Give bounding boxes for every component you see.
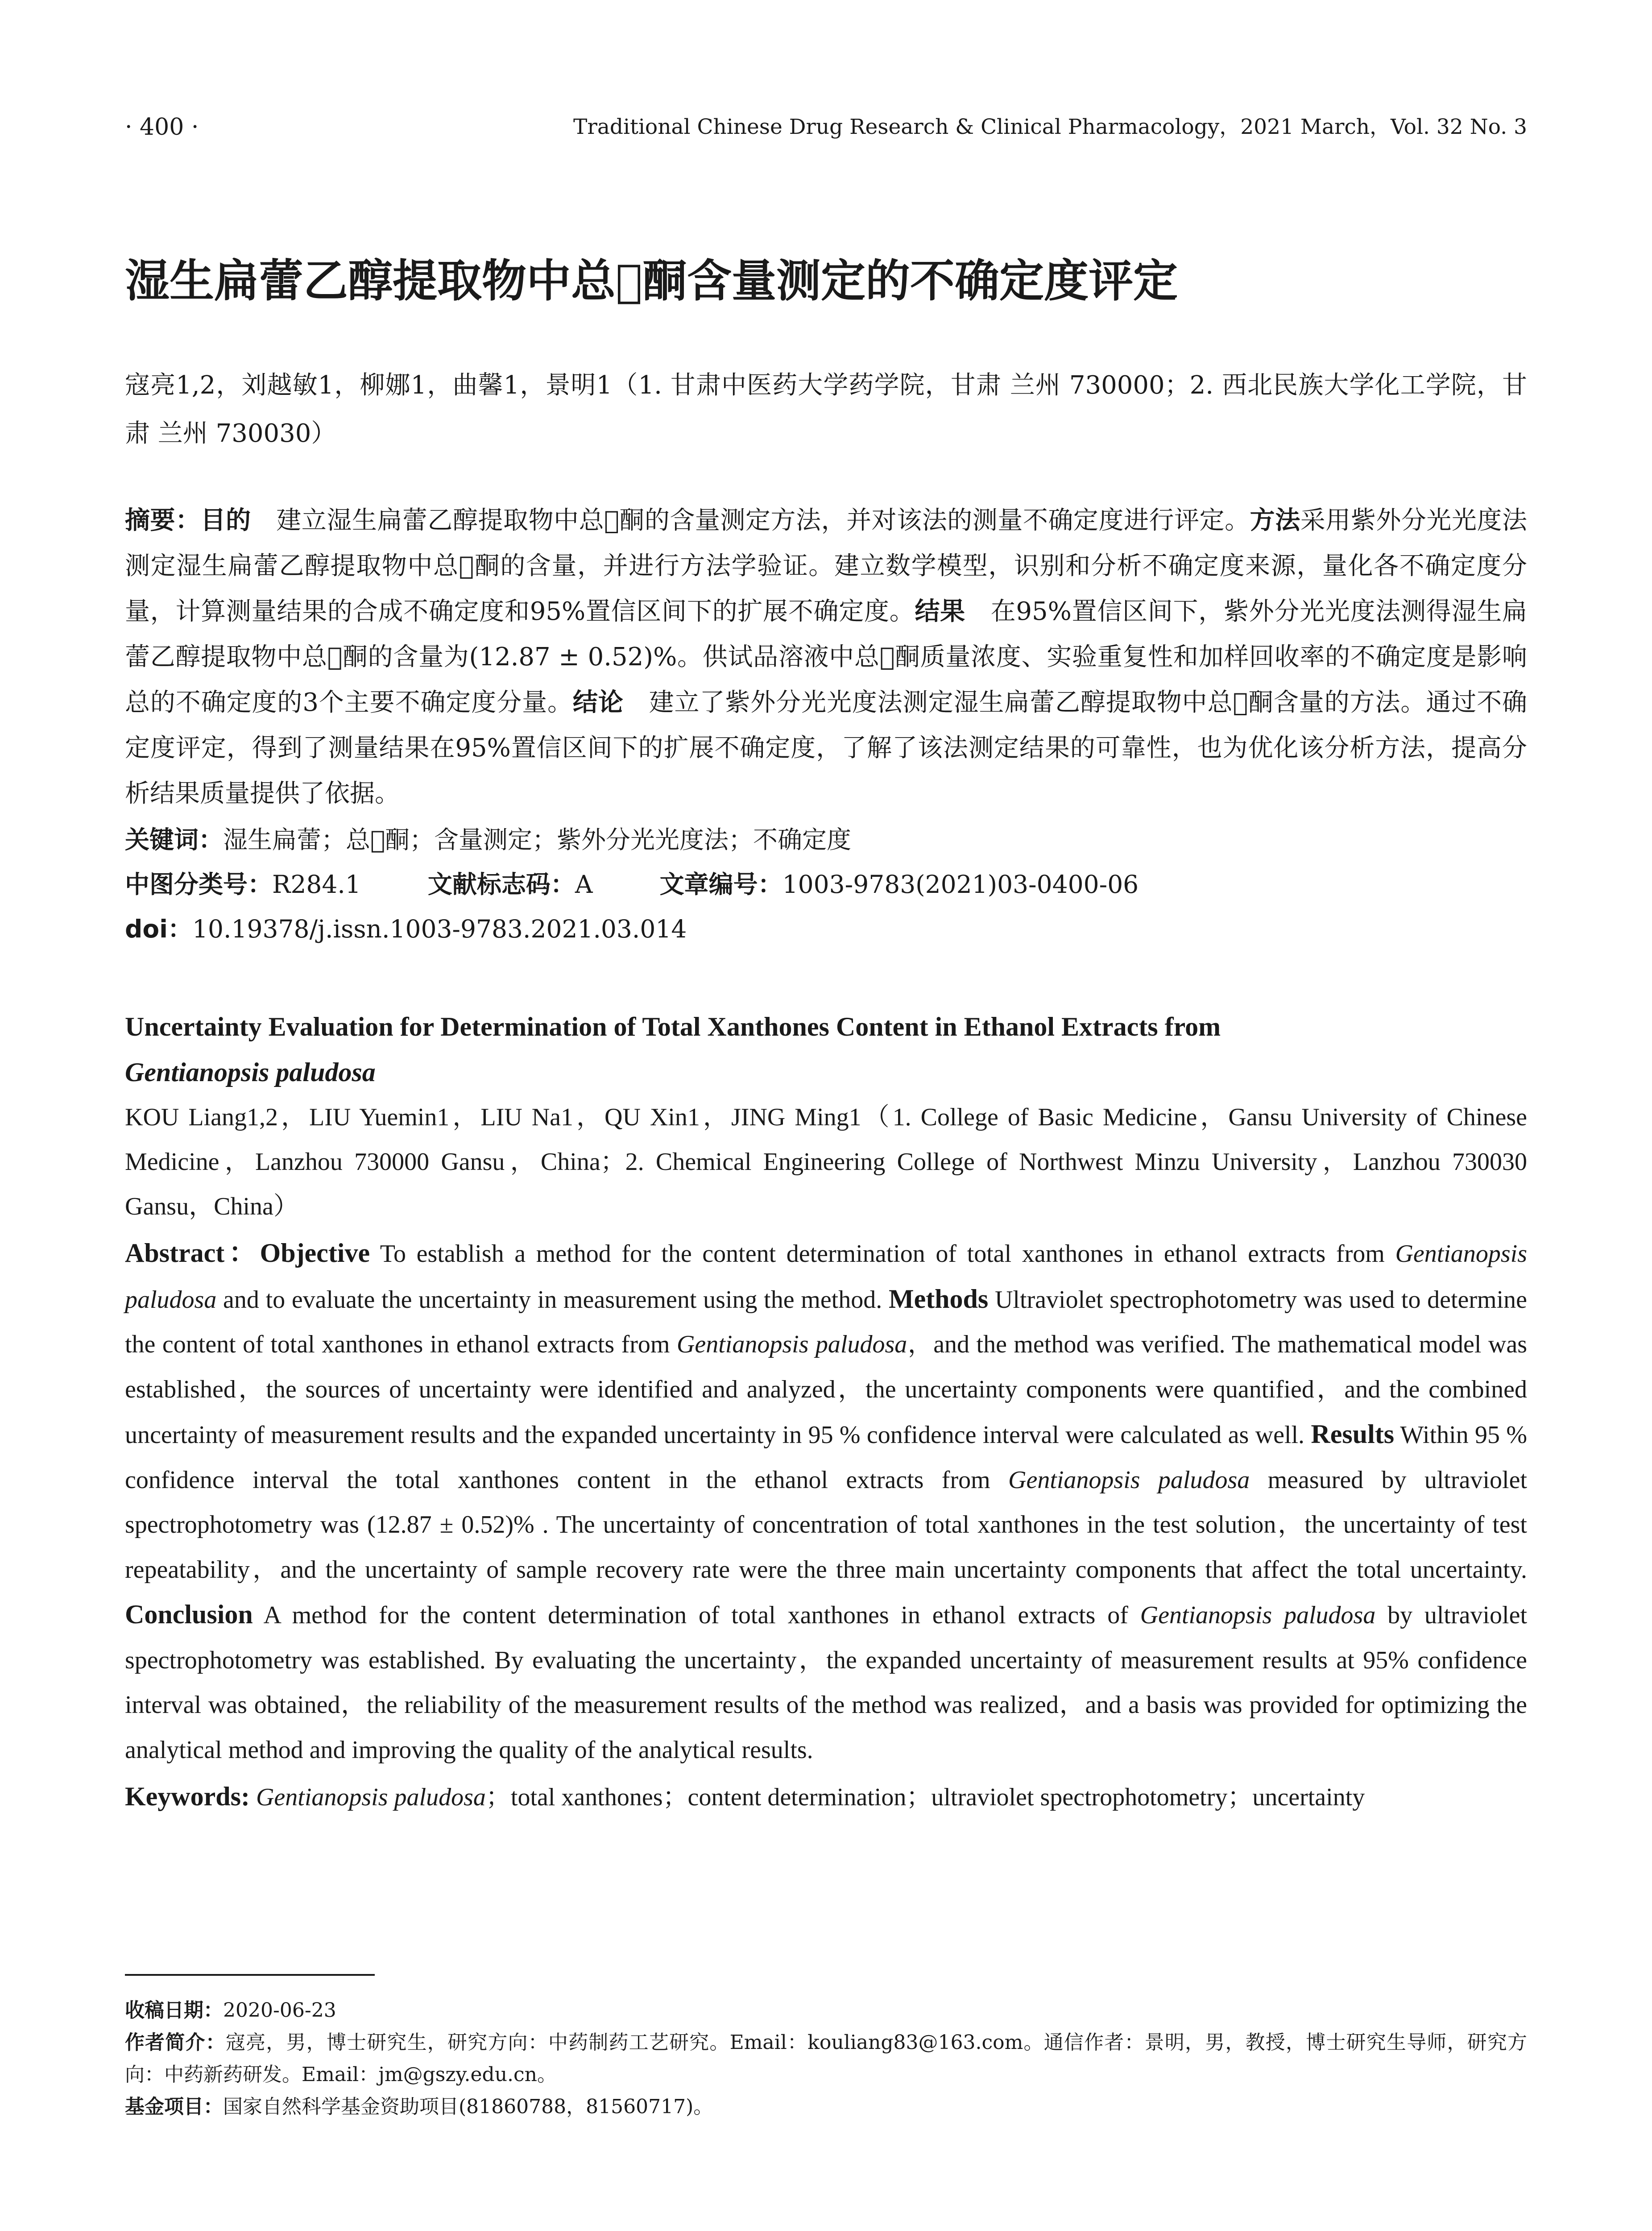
page-number: · 400 · xyxy=(125,114,199,141)
results-label: 结果 xyxy=(915,597,965,626)
english-keywords: Keywords: Gentianopsis paludosa；total xanthones；content determination；ultraviolet spectrophotometry；uncertainty xyxy=(125,1782,1365,1811)
received-date: 收稿日期：2020-06-23 xyxy=(125,1999,336,2022)
species-name: Gentianopsis paludosa xyxy=(125,1240,1527,1314)
english-authors-affiliations: KOU Liang1,2，LIU Yuemin1，LIU Na1，QU Xin1，JING Ming1（1. College of Basic Medicine，Gansu University of Chinese Medicine，Lanzhou 730000 Gansu，China；2. Chemical Engineering College of Northwest Minzu University，Lanzhou 730030 Gansu，China） xyxy=(125,1103,1527,1220)
conclusion-text: 建立了紫外分光光度法测定湿生扁蕾乙醇提取物中总𠯤酮含量的方法。通过不确定度评定，得到了测量结果在95%置信区间下的扩展不确定度，了解了该法测定结果的可靠性，也为优化该分析方法，提高分析结果质量提供了依据。 xyxy=(125,688,1527,808)
results-text: 在95%置信区间下，紫外分光光度法测得湿生扁蕾乙醇提取物中总𠯤酮的含量为(12.87 ± 0.52)%。供试品溶液中总𠯤酮质量浓度、实验重复性和加样回收率的不确定度是影响总的不确定度的3个主要不确定度分量。 xyxy=(125,597,1528,717)
species-name: Gentianopsis paludosa xyxy=(1140,1601,1376,1629)
objective-text: 建立湿生扁蕾乙醇提取物中总𠯤酮的含量测定方法，并对该法的测量不确定度进行评定。 xyxy=(276,506,1250,535)
author-bio: 作者简介：寇亮，男，博士研究生，研究方向：中药制药工艺研究。Email：kouliang83@163.com。通信作者：景明，男，教授，博士研究生导师，研究方向：中药新药研发。Email：jm@gszy.edu.cn。 xyxy=(125,2031,1527,2086)
classification-line xyxy=(125,863,1527,906)
methods-label: 方法 xyxy=(1250,506,1300,535)
journal-citation: Traditional Chinese Drug Research & Clinical Pharmacology，2021 March，Vol. 32 No. 3 xyxy=(573,115,1527,139)
en-keywords-label: Keywords: xyxy=(125,1782,250,1811)
english-title: Uncertainty Evaluation for Determination of Total Xanthones Content in Ethanol Extracts from Gentianopsis paludosa xyxy=(125,1012,1221,1087)
footnotes xyxy=(125,1995,1527,2123)
document-code: 文献标志码：A xyxy=(427,870,593,899)
en-objective-label: Objective xyxy=(260,1238,370,1268)
en-results-label: Results xyxy=(1311,1419,1395,1449)
doi-line xyxy=(125,908,1527,950)
en-abstract-label: Abstract： xyxy=(125,1238,260,1268)
species-name: Gentianopsis paludosa xyxy=(676,1331,907,1358)
methods-text: 采用紫外分光光度法测定湿生扁蕾乙醇提取物中总𠯤酮的含量，并进行方法学验证。建立数学模型，识别和分析不确定度来源，量化各不确定度分量，计算测量结果的合成不确定度和95%置信区间下的扩展不确定度。 xyxy=(125,506,1528,626)
running-header xyxy=(125,109,1527,145)
abstract-label: 摘要： xyxy=(125,506,201,535)
chinese-title: 湿生扁蕾乙醇提取物中总𠯤酮含量测定的不确定度评定 xyxy=(125,255,1178,307)
article-content xyxy=(125,250,1527,1820)
chinese-authors-affiliations: 寇亮1,2，刘越敏1，柳娜1，曲馨1，景明1（1. 甘肃中医药大学药学院，甘肃 兰州 730000；2. 西北民族大学化工学院，甘肃 兰州 730030） xyxy=(125,371,1527,448)
en-conclusion-label: Conclusion xyxy=(125,1600,253,1629)
doi-label: doi： xyxy=(125,915,193,943)
objective-label: 目的 xyxy=(200,506,251,535)
keywords-label: 关键词： xyxy=(125,825,224,854)
funding: 基金项目：国家自然科学基金资助项目(81860788，81560717)。 xyxy=(125,2095,713,2118)
english-abstract: Abstract：Objective To establish a method for the content determination of total xanthones in ethanol extracts from Gentianopsis paludosa and to evaluate the uncertainty in measurement using the method. Methods Ultraviolet spectrophotometry was used to determine the content of total xanthones in ethanol extracts from Gentianopsis paludosa，and the method was verified. The mathematical model was established，the sources of uncertainty were identified and analyzed，the uncertainty components were quantified，and the combined uncertainty of measurement results and the expanded uncertainty in 95 % confidence interval were calculated as well. Results Within 95 % confidence interval the total xanthones content in the ethanol extracts from Gentianopsis paludosa measured by ultraviolet spectrophotometry was (12.87 ± 0.52)% . The uncertainty of concentration of total xanthones in the test solution，the uncertainty of test repeatability，and the uncertainty of sample recovery rate were the three main uncertainty components that affect the total uncertainty. Conclusion A method for the content determination of total xanthones in ethanol extracts of Gentianopsis paludosa by ultraviolet spectrophotometry was established. By evaluating the uncertainty，the expanded uncertainty of measurement results at 95% confidence interval was obtained，the reliability of the measurement results of the method was realized，and a basis was provided for optimizing the analytical method and improving the quality of the analytical results. xyxy=(125,1238,1528,1764)
species-name: Gentianopsis paludosa xyxy=(256,1783,486,1811)
article-number: 文章编号：1003-9783(2021)03-0400-06 xyxy=(659,870,1139,899)
conclusion-label: 结论 xyxy=(572,688,624,717)
species-name: Gentianopsis paludosa xyxy=(1008,1466,1250,1494)
english-title-species: Gentianopsis paludosa xyxy=(125,1057,376,1087)
chinese-keywords xyxy=(125,818,1527,861)
clc-code: 中图分类号：R284.1 xyxy=(125,870,361,899)
footnote-divider xyxy=(125,1974,375,1976)
en-methods-label: Methods xyxy=(888,1284,989,1314)
doi-value: 10.19378/j.issn.1003-9783.2021.03.014 xyxy=(192,915,687,943)
chinese-abstract xyxy=(125,498,1527,817)
keywords-text: 湿生扁蕾；总𠯤酮；含量测定；紫外分光光度法；不确定度 xyxy=(223,825,852,854)
